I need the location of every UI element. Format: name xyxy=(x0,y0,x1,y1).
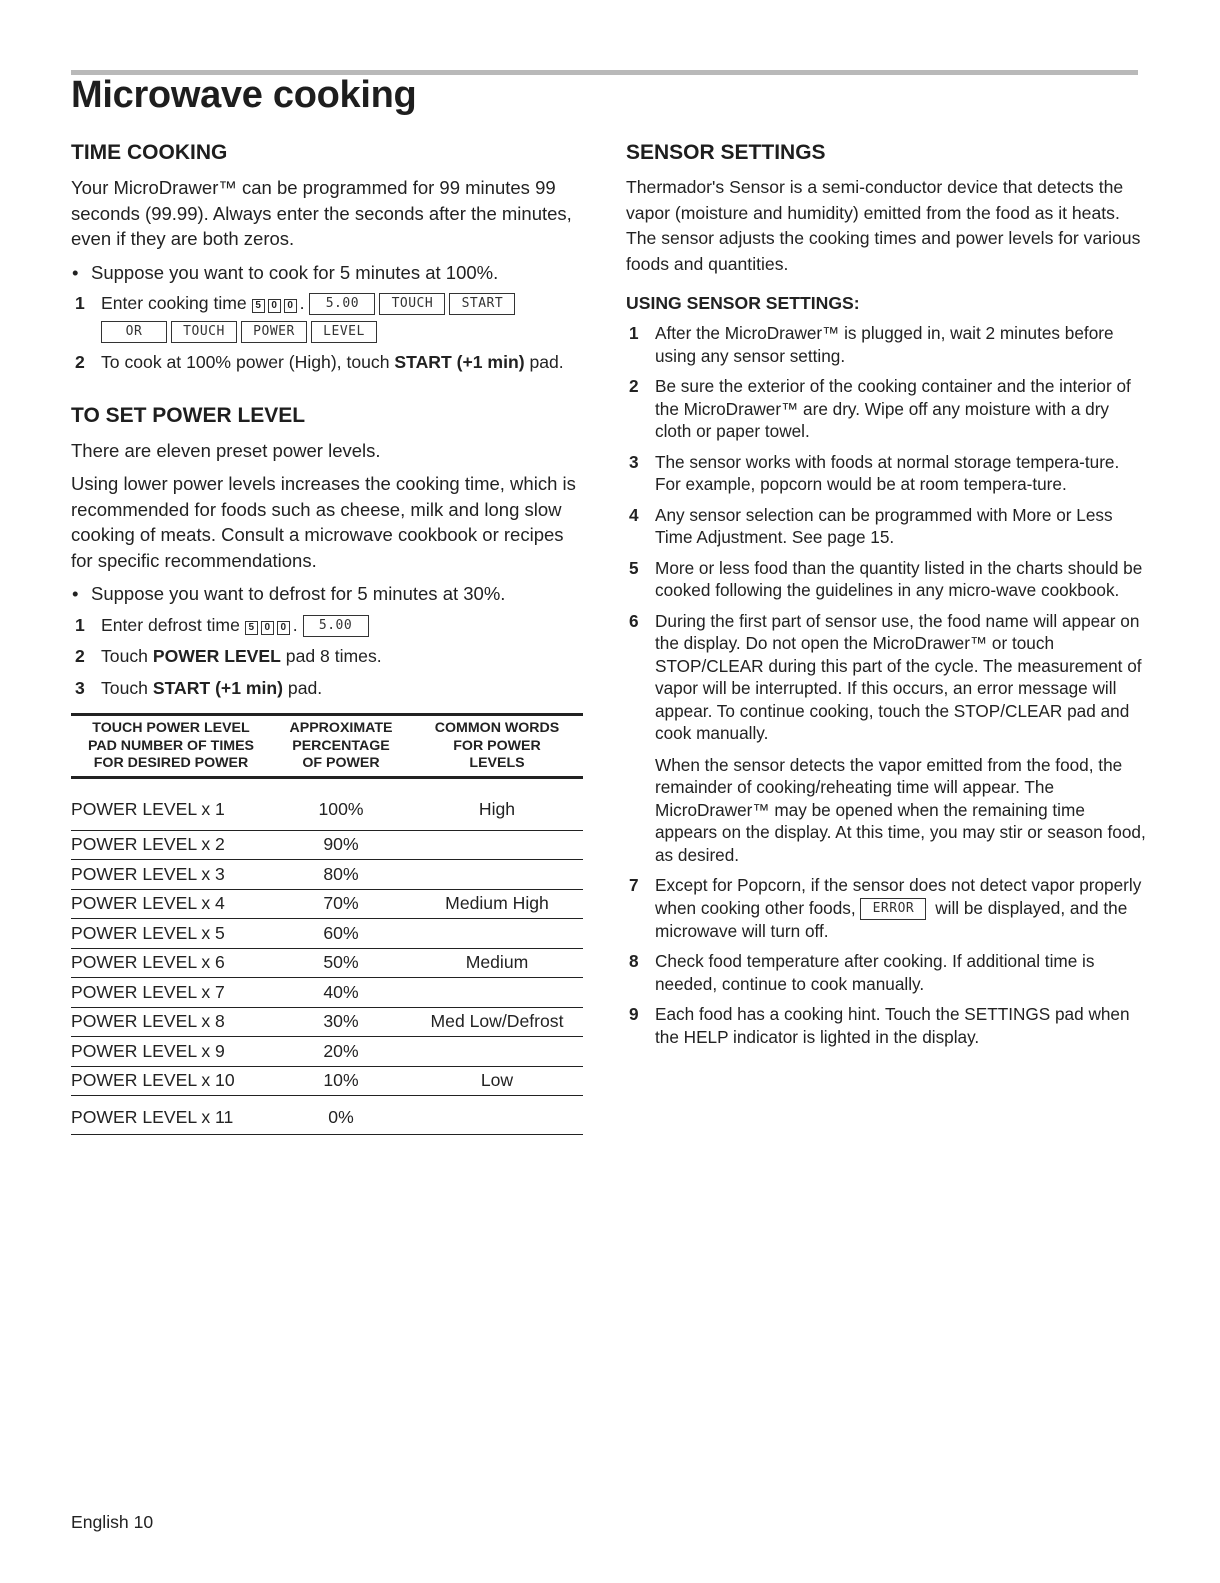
display-readout: OR xyxy=(101,321,167,343)
table-row xyxy=(71,1007,583,1037)
sensor-step-2 xyxy=(626,375,1146,443)
sensor-step-3 xyxy=(626,451,1146,496)
page-footer: English 10 xyxy=(71,1512,154,1532)
table-row xyxy=(71,830,583,860)
table-row xyxy=(71,948,583,978)
error-display-readout: ERROR xyxy=(860,898,926,920)
table-cell: 70% xyxy=(271,889,411,919)
header-line: OF POWER xyxy=(302,755,380,771)
table-cell: POWER LEVEL x 2 xyxy=(71,830,271,860)
page-title: Microwave cooking xyxy=(71,74,417,116)
table-row xyxy=(71,1066,583,1096)
table-cell: High xyxy=(411,777,583,830)
step-number: 6 xyxy=(629,610,639,631)
key-0-icon: 0 xyxy=(268,299,281,313)
step-bold-text: START (+1 min) xyxy=(394,352,525,372)
step-text: To cook at 100% power (High), touch xyxy=(101,352,395,372)
step-number: 2 xyxy=(75,646,85,666)
time-cooking-intro: Your MicroDrawer™ can be programmed for 99 minutes 99 seconds (99.99). Always enter the seconds after the minutes, even if they are both zeros. xyxy=(71,177,572,249)
header-line: APPROXIMATE xyxy=(289,720,393,736)
table-cell xyxy=(411,1037,583,1067)
keypad-sequence xyxy=(252,293,310,313)
display-readout: TOUCH xyxy=(171,321,237,343)
key-period: . xyxy=(299,293,305,313)
step-text: Except for Popcorn, if the sensor does not detect vapor properly when cooking other foods, xyxy=(655,875,1142,918)
header-line: COMMON WORDS xyxy=(434,720,560,736)
step-text: Any sensor selection can be programmed with More or Less Time Adjustment. See page 15. xyxy=(655,504,1113,547)
table-cell: POWER LEVEL x 4 xyxy=(71,889,271,919)
table-row xyxy=(71,860,583,890)
table-cell: Med Low/Defrost xyxy=(411,1007,583,1037)
sensor-settings-heading: SENSOR SETTINGS xyxy=(626,141,826,164)
time-cooking-step-2 xyxy=(71,350,586,376)
sensor-step-1 xyxy=(626,322,1146,367)
table-cell: 20% xyxy=(271,1037,411,1067)
step-number: 8 xyxy=(629,951,639,972)
table-cell: 90% xyxy=(271,830,411,860)
table-cell: POWER LEVEL x 1 xyxy=(71,777,271,830)
step-number: 1 xyxy=(75,293,85,313)
power-level-intro-2: Using lower power levels increases the cooking time, which is recommended for foods such as cheese, milk and long slow cooking of meats. Consult a microwave cookbook or recipes for specific recommendations. xyxy=(71,473,576,571)
step-bold-text: START (+1 min) xyxy=(152,677,284,698)
header-line: PAD NUMBER OF TIMES xyxy=(87,737,255,754)
table-cell: POWER LEVEL x 5 xyxy=(71,919,271,949)
table-cell: 60% xyxy=(271,919,411,949)
table-cell: Medium High xyxy=(411,889,583,919)
sensor-step-5 xyxy=(626,557,1146,602)
table-row xyxy=(71,1096,583,1135)
key-period: . xyxy=(292,614,298,635)
table-cell: POWER LEVEL x 3 xyxy=(71,860,271,890)
power-level-step-2 xyxy=(71,644,586,670)
key-5-icon: 5 xyxy=(245,621,258,635)
step-text: During the first part of sensor use, the food name will appear on the display. Do not open the MicroDrawer™ or touch STOP/CLEAR during this part of the cycle. The measurement of vapor will be interrupted. If this occurs, an error message will appear. To continue cooking, touch the STOP/CLEAR pad and cook manually. xyxy=(655,610,1142,743)
step-text: Check food temperature after cooking. If additional time is needed, continue to cook manually. xyxy=(655,951,1095,994)
step-number: 2 xyxy=(629,376,639,396)
table-header-common-words xyxy=(411,715,583,778)
table-header-row xyxy=(71,715,583,778)
step-number: 2 xyxy=(75,352,85,372)
table-row xyxy=(71,777,583,830)
table-cell: 80% xyxy=(271,860,411,890)
step-text: More or less food than the quantity listed in the charts should be cooked following the guidelines in any micro-wave cookbook. xyxy=(655,557,1143,600)
time-cooking-step-1 xyxy=(71,291,586,344)
display-readout: TOUCH xyxy=(379,293,445,315)
table-cell: 30% xyxy=(271,1007,411,1037)
step-text: pad 8 times. xyxy=(280,646,382,666)
sensor-step-4 xyxy=(626,504,1146,549)
header-line: LEVELS xyxy=(469,755,525,771)
step-number: 5 xyxy=(629,557,639,578)
header-line: FOR POWER xyxy=(453,737,541,754)
using-sensor-subheading: USING SENSOR SETTINGS: xyxy=(626,293,860,313)
display-readout: 5.00 xyxy=(303,615,369,637)
step-text: Be sure the exterior of the cooking container and the interior of the MicroDrawer™ are dry. Wipe off any moisture with a dry cloth or paper towel. xyxy=(655,376,1131,441)
step-number: 1 xyxy=(75,614,85,635)
sensor-step-9 xyxy=(626,1003,1146,1048)
step-number: 3 xyxy=(629,451,639,472)
power-level-intro-1: There are eleven preset power levels. xyxy=(71,439,381,461)
table-row xyxy=(71,889,583,919)
key-0-icon: 0 xyxy=(261,621,274,635)
table-cell xyxy=(411,830,583,860)
sensor-step-6 xyxy=(626,610,1146,745)
table-header-touch-count xyxy=(71,715,271,778)
display-readout: 5.00 xyxy=(309,293,375,315)
header-line: PERCENTAGE xyxy=(292,737,390,754)
table-cell: 10% xyxy=(271,1066,411,1096)
table-cell: Low xyxy=(411,1066,583,1096)
table-row xyxy=(71,919,583,949)
table-cell: POWER LEVEL x 10 xyxy=(71,1066,271,1096)
table-row xyxy=(71,978,583,1008)
sensor-intro: Thermador's Sensor is a semi-conductor device that detects the vapor (moisture and humidity) emitted from the food as it heats. The sensor adjusts the cooking times and power levels for various foods and quantities. xyxy=(626,177,1141,274)
table-row xyxy=(71,1037,583,1067)
key-5-icon: 5 xyxy=(252,299,265,313)
sensor-step-8 xyxy=(626,950,1146,995)
step-number: 3 xyxy=(75,677,85,698)
table-cell xyxy=(411,860,583,890)
display-readout: LEVEL xyxy=(311,321,377,343)
sensor-step-6-note: When the sensor detects the vapor emitted from the food, the remainder of cooking/reheating time will appear. The MicroDrawer™ may be opened when the remaining time appears on the display. At this time, you may stir or season food, as desired. xyxy=(655,754,1146,865)
sensor-step-7 xyxy=(626,874,1146,942)
left-column xyxy=(71,137,586,1135)
step-text: Each food has a cooking hint. Touch the SETTINGS pad when the HELP indicator is lighted in the display. xyxy=(655,1004,1130,1047)
table-cell: 100% xyxy=(271,777,411,830)
step-text: Enter defrost time xyxy=(101,614,240,635)
step-text: Touch xyxy=(101,646,153,666)
display-readout: START xyxy=(449,293,515,315)
power-level-heading: TO SET POWER LEVEL xyxy=(71,403,306,427)
table-header-percentage xyxy=(271,715,411,778)
table-cell: 40% xyxy=(271,978,411,1008)
display-row-2 xyxy=(101,319,586,345)
step-text: After the MicroDrawer™ is plugged in, wait 2 minutes before using any sensor setting. xyxy=(655,323,1114,366)
step-number: 7 xyxy=(629,875,639,895)
table-cell: 50% xyxy=(271,948,411,978)
time-cooking-heading: TIME COOKING xyxy=(71,141,228,164)
table-cell xyxy=(411,919,583,949)
keypad-sequence xyxy=(245,615,303,635)
power-level-table xyxy=(71,713,583,1135)
step-bold-text: POWER LEVEL xyxy=(152,646,281,666)
table-cell: 0% xyxy=(271,1096,411,1135)
step-text: pad. xyxy=(283,677,323,698)
step-text: will be displayed, and the microwave will turn off. xyxy=(655,897,1128,941)
table-cell: Medium xyxy=(411,948,583,978)
table-cell xyxy=(411,978,583,1008)
table-cell: POWER LEVEL x 9 xyxy=(71,1037,271,1067)
step-text: Touch xyxy=(101,677,153,698)
display-readout: POWER xyxy=(241,321,307,343)
power-level-bullet: • Suppose you want to defrost for 5 minutes at 30%. xyxy=(71,581,586,607)
step-number: 4 xyxy=(629,504,639,525)
time-cooking-bullet: • Suppose you want to cook for 5 minutes at 100%. xyxy=(71,260,586,286)
power-level-step-1 xyxy=(71,613,586,639)
key-0-icon: 0 xyxy=(277,621,290,635)
power-level-step-3 xyxy=(71,676,586,702)
step-number: 9 xyxy=(629,1004,639,1025)
table-cell: POWER LEVEL x 6 xyxy=(71,948,271,978)
header-line: FOR DESIRED POWER xyxy=(93,755,249,771)
step-text: Enter cooking time xyxy=(101,293,247,313)
step-text: The sensor works with foods at normal storage tempera-ture. For example, popcorn would be at room tempera-ture. xyxy=(655,451,1120,494)
right-column xyxy=(626,137,1146,1048)
table-cell: POWER LEVEL x 11 xyxy=(71,1096,271,1135)
table-cell: POWER LEVEL x 8 xyxy=(71,1007,271,1037)
table-cell xyxy=(411,1096,583,1135)
header-line: TOUCH POWER LEVEL xyxy=(92,720,250,736)
step-text: pad. xyxy=(524,352,564,372)
key-0-icon: 0 xyxy=(284,299,297,313)
step-number: 1 xyxy=(629,323,639,343)
table-cell: POWER LEVEL x 7 xyxy=(71,978,271,1008)
